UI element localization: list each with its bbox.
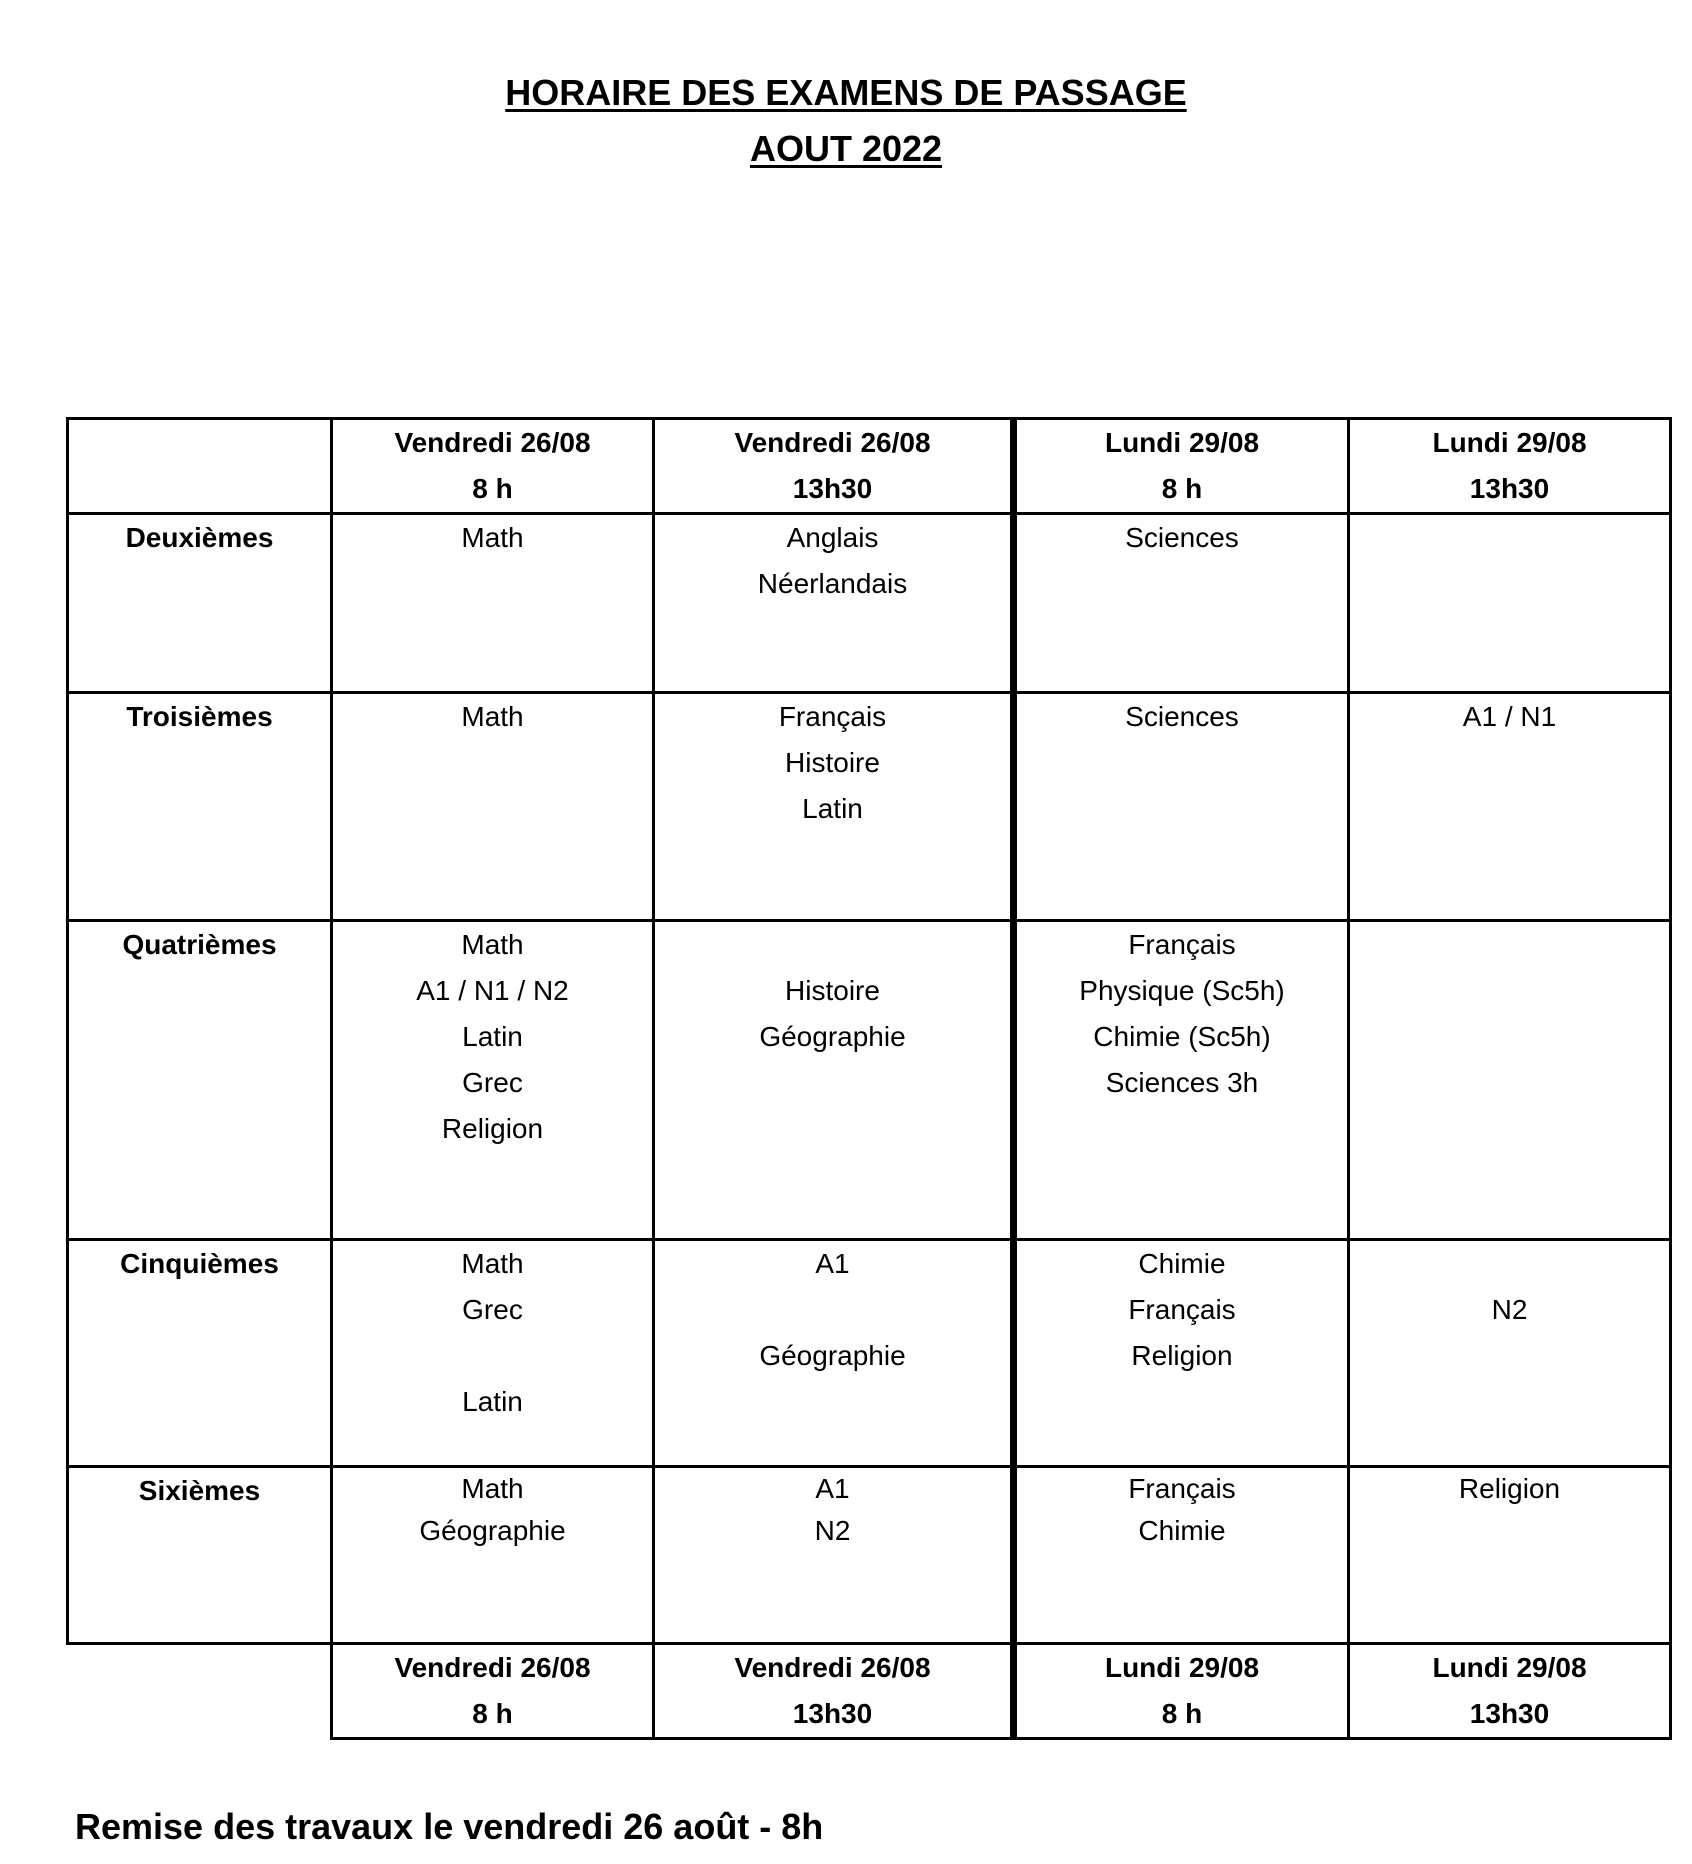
table-cell bbox=[1014, 1240, 1349, 1467]
subject: Math bbox=[461, 929, 524, 960]
column-day: Lundi 29/08 bbox=[1432, 427, 1587, 458]
table-cell bbox=[1349, 921, 1671, 1240]
table-cell bbox=[332, 1240, 654, 1467]
exam-schedule-table bbox=[66, 417, 1672, 1740]
header-row bbox=[68, 419, 1671, 514]
column-day: Vendredi 26/08 bbox=[394, 427, 591, 458]
footer-note: Remise des travaux le vendredi 26 août - 8h bbox=[75, 1806, 824, 1847]
subject: Français bbox=[1128, 1473, 1236, 1504]
subject: Sciences bbox=[1125, 701, 1239, 732]
column-header bbox=[654, 419, 1014, 514]
column-time: 13h30 bbox=[1469, 1698, 1550, 1729]
subject: A1 bbox=[815, 1473, 850, 1504]
subject: Religion bbox=[1458, 1473, 1561, 1504]
column-day: Lundi 29/08 bbox=[1104, 1652, 1260, 1683]
column-header bbox=[1349, 419, 1671, 514]
subject: Géographie bbox=[419, 1515, 566, 1546]
table-cell bbox=[332, 921, 654, 1240]
corner-cell bbox=[68, 419, 332, 514]
column-day: Vendredi 26/08 bbox=[394, 1652, 591, 1683]
column-time: 13h30 bbox=[792, 473, 873, 504]
column-day: Lundi 29/08 bbox=[1432, 1652, 1587, 1683]
column-day: Vendredi 26/08 bbox=[734, 1652, 931, 1683]
subject: Français bbox=[1128, 1294, 1236, 1325]
table-row bbox=[68, 1467, 1671, 1644]
subject: N2 bbox=[814, 1515, 851, 1546]
table-cell bbox=[332, 514, 654, 693]
table-row bbox=[68, 693, 1671, 921]
column-header bbox=[1014, 419, 1349, 514]
subject bbox=[1350, 1241, 1669, 1287]
subject: Latin bbox=[462, 1021, 523, 1052]
subject: Chimie (Sc5h) bbox=[1093, 1021, 1271, 1052]
column-time: 8 h bbox=[1161, 1698, 1203, 1729]
column-time: 8 h bbox=[472, 473, 513, 504]
subject: Français bbox=[778, 701, 887, 732]
column-header bbox=[332, 1644, 654, 1739]
column-time: 13h30 bbox=[792, 1698, 873, 1729]
table-cell bbox=[654, 1240, 1014, 1467]
page-subtitle: AOUT 2022 bbox=[749, 128, 943, 169]
row-label: Deuxièmes bbox=[68, 514, 332, 693]
column-header bbox=[1349, 1644, 1671, 1739]
subject: Latin bbox=[462, 1386, 523, 1417]
subject bbox=[655, 922, 1010, 968]
subject: Grec bbox=[462, 1067, 523, 1098]
subject: Religion bbox=[1131, 1340, 1233, 1371]
column-time: 8 h bbox=[1161, 473, 1203, 504]
table-cell bbox=[654, 514, 1014, 693]
table-cell bbox=[332, 693, 654, 921]
subject: Math bbox=[461, 522, 524, 553]
subject bbox=[333, 1333, 652, 1379]
row-label: Cinquièmes bbox=[68, 1240, 332, 1467]
table-cell bbox=[654, 921, 1014, 1240]
subject: Géographie bbox=[759, 1340, 906, 1371]
subject bbox=[655, 1287, 1010, 1333]
table-cell bbox=[1014, 921, 1349, 1240]
page-title: HORAIRE DES EXAMENS DE PASSAGE bbox=[505, 72, 1187, 113]
subject: Physique (Sc5h) bbox=[1079, 975, 1285, 1006]
table-cell bbox=[654, 693, 1014, 921]
subject: Néerlandais bbox=[757, 568, 908, 599]
subject: Latin bbox=[802, 793, 863, 824]
subject: Français bbox=[1128, 929, 1236, 960]
table-cell bbox=[654, 1467, 1014, 1644]
column-header bbox=[654, 1644, 1014, 1739]
table-cell bbox=[1349, 693, 1671, 921]
subject: Sciences bbox=[1125, 522, 1239, 553]
subject: Histoire bbox=[785, 975, 880, 1006]
table-cell bbox=[1349, 1240, 1671, 1467]
column-time: 8 h bbox=[472, 1698, 513, 1729]
table-cell bbox=[332, 1467, 654, 1644]
subject: Chimie bbox=[1138, 1515, 1226, 1546]
subject: A1 / N1 bbox=[1462, 701, 1557, 732]
table-cell bbox=[1014, 514, 1349, 693]
column-header bbox=[1014, 1644, 1349, 1739]
subject: Chimie bbox=[1138, 1248, 1226, 1279]
subject: Anglais bbox=[786, 522, 879, 553]
row-label: Sixièmes bbox=[68, 1467, 332, 1644]
footer-header-row bbox=[68, 1644, 1671, 1739]
table-row bbox=[68, 1240, 1671, 1467]
subject: A1 bbox=[815, 1248, 850, 1279]
column-day: Vendredi 26/08 bbox=[734, 427, 931, 458]
table-cell bbox=[1014, 1467, 1349, 1644]
row-label: Quatrièmes bbox=[68, 921, 332, 1240]
subject: Math bbox=[461, 1473, 524, 1504]
table-cell bbox=[1349, 1467, 1671, 1644]
subject: Géographie bbox=[759, 1021, 906, 1052]
table-cell bbox=[1349, 514, 1671, 693]
subject: Math bbox=[461, 1248, 524, 1279]
subject: N2 bbox=[1491, 1294, 1528, 1325]
subject: Sciences 3h bbox=[1105, 1067, 1259, 1098]
table-row bbox=[68, 921, 1671, 1240]
subject: Histoire bbox=[785, 747, 880, 778]
subject: Religion bbox=[441, 1113, 544, 1144]
subject: Math bbox=[461, 701, 524, 732]
column-day: Lundi 29/08 bbox=[1104, 427, 1260, 458]
column-header bbox=[332, 419, 654, 514]
table-row bbox=[68, 514, 1671, 693]
row-label: Troisièmes bbox=[68, 693, 332, 921]
corner-cell bbox=[68, 1644, 332, 1739]
subject: Grec bbox=[462, 1294, 523, 1325]
column-time: 13h30 bbox=[1469, 473, 1550, 504]
subject: A1 / N1 / N2 bbox=[416, 975, 569, 1006]
table-cell bbox=[1014, 693, 1349, 921]
